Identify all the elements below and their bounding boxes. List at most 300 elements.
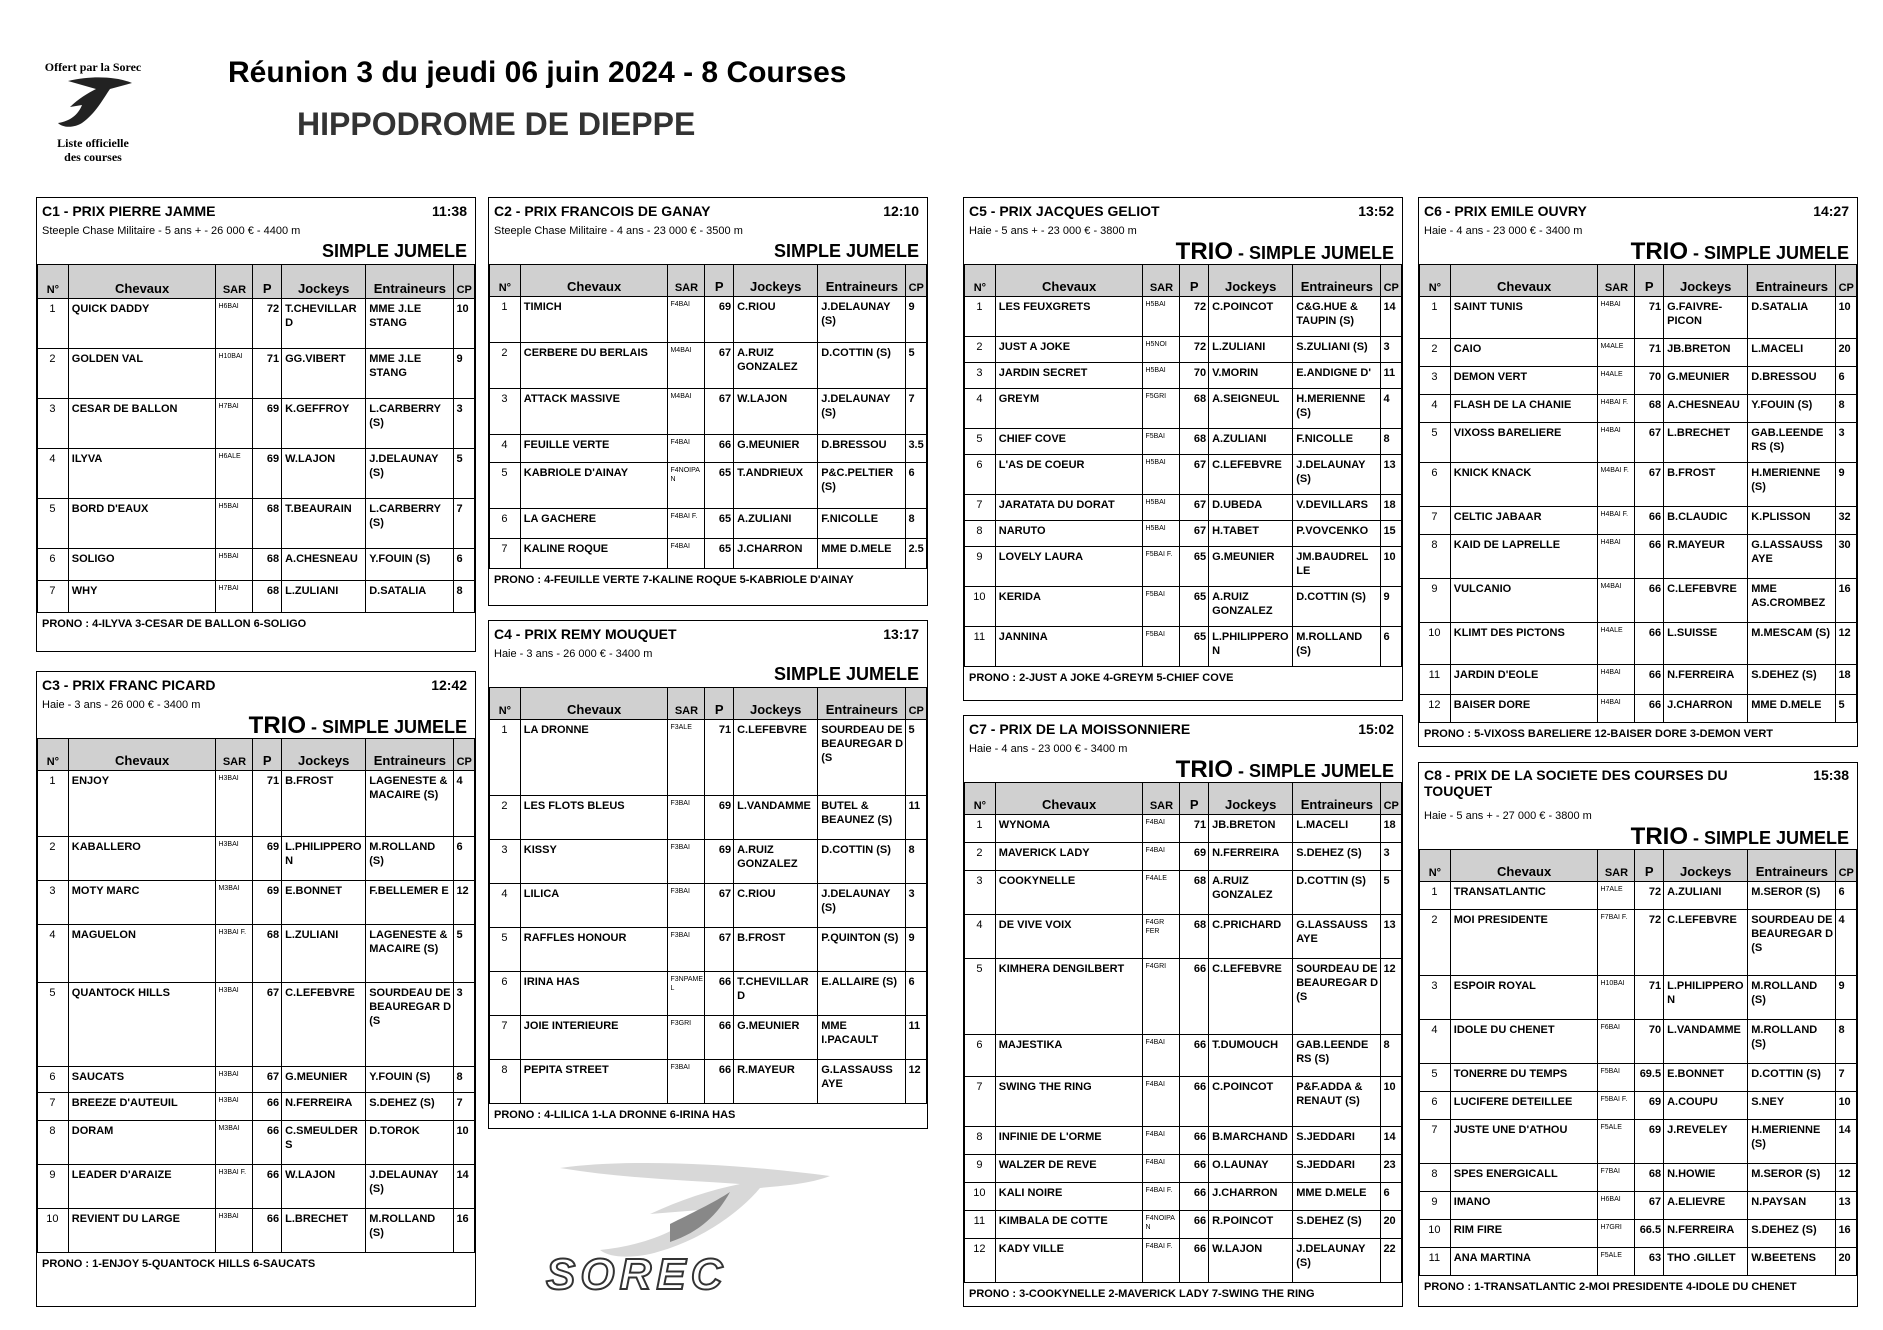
jockey: B.MARCHAND [1209,1127,1293,1155]
runner-number: 7 [490,1016,521,1060]
race-block-c8 [1418,762,1858,1307]
trainer: MME D.MELE [818,539,906,569]
col-number: N° [1420,265,1451,297]
sar-code: F5BAI [1143,627,1180,667]
weight: 66 [705,435,734,463]
race-block-c6 [1418,197,1858,747]
trainer: M.ROLLAND (S) [1748,1020,1836,1064]
jockey: A.ZULIANI [1209,429,1293,455]
jockey: C.LEFEBVRE [1209,455,1293,495]
col-jockeys: Jockeys [734,688,818,720]
horse-name: BREEZE D'AUTEUIL [68,1093,216,1121]
trainer: J.DELAUNAY (S) [818,389,906,435]
cp-value: 13 [1381,455,1402,495]
cp-value: 7 [906,389,927,435]
sar-code: M4BAI F. [1598,463,1635,507]
cp-value: 23 [1381,1155,1402,1183]
jockey: H.TABET [1209,521,1293,547]
horse-name: TRANSATLANTIC [1450,882,1598,910]
horse-name: FLASH DE LA CHANIE [1450,395,1598,423]
jockey: L.BRECHET [1664,423,1748,463]
sar-code: F5GRI [1143,389,1180,429]
trainer: L.MACELI [1293,815,1381,843]
trainer: JM.BAUDREL LE [1293,547,1381,587]
trainer: F.BELLEMER E [366,881,454,925]
jockey: T.DUMOUCH [1209,1035,1293,1077]
sar-code: H6ALE [216,449,253,499]
table-row [490,720,927,796]
race-header [489,198,927,222]
cp-value: 12 [1836,623,1857,665]
trainer: Y.FOUIN (S) [366,549,454,581]
weight: 67 [1635,1192,1664,1220]
col-trainers: Entraineurs [1293,265,1381,297]
race-conditions: Haie - 4 ans - 23 000 € - 3400 m [1424,225,1583,237]
runner-number: 4 [965,389,996,429]
table-row [965,297,1402,337]
race-conditions: Haie - 5 ans + - 23 000 € - 3800 m [969,225,1137,237]
col-weight: P [705,265,734,297]
cp-value: 10 [1836,1092,1857,1120]
col-sar: SAR [668,265,705,297]
jockey: C.POINCOT [1209,1077,1293,1127]
cp-value: 6 [1836,367,1857,395]
prono: PRONO : 1-TRANSATLANTIC 2-MOI PRESIDENTE 4-IDOLE DU CHENET [1424,1281,1797,1293]
horse-name: MOTY MARC [68,881,216,925]
table-row [38,349,475,399]
table-header-row [965,265,1402,297]
horse-name: LA GACHERE [520,509,668,539]
jockey: N.HOWIE [1664,1164,1748,1192]
table-row [965,389,1402,429]
col-weight: P [1635,265,1664,297]
table-row [965,627,1402,667]
horse-name: COOKYNELLE [995,871,1143,915]
trainer: P&C.PELTIER (S) [818,463,906,509]
cp-value: 4 [454,771,475,837]
weight: 65 [705,463,734,509]
col-cp: CP [906,265,927,297]
runner-number: 2 [38,837,69,881]
trainer: SOURDEAU DE BEAUREGAR D (S [1748,910,1836,976]
horse-name: INFINIE DE L'ORME [995,1127,1143,1155]
horse-name: JANNINA [995,627,1143,667]
race-title: C1 - PRIX PIERRE JAMME [42,203,216,219]
sar-code: H4BAI [1598,695,1635,723]
table-row [38,771,475,837]
trainer: LAGENESTE & MACAIRE (S) [366,771,454,837]
table-row [490,297,927,343]
trainer: L.CARBERRY (S) [366,399,454,449]
sar-code: H3BAI [216,1209,253,1253]
jockey: C.LEFEBVRE [1664,910,1748,976]
sar-code: H6BAI [1598,1192,1635,1220]
table-row [490,1016,927,1060]
bet-simple-jumele-label: - SIMPLE JUMELE [305,717,467,737]
sar-code: H4BAI [1598,423,1635,463]
table-row [38,1209,475,1253]
table-row [1420,1164,1857,1192]
weight: 66 [1180,1239,1209,1283]
table-row [490,463,927,509]
horse-name: CELTIC JABAAR [1450,507,1598,535]
jockey: B.CLAUDIC [1664,507,1748,535]
jockey: B.FROST [734,928,818,972]
horse-name: CERBERE DU BERLAIS [520,343,668,389]
horse-name: PEPITA STREET [520,1060,668,1104]
weight: 72 [1635,910,1664,976]
trainer: J.DELAUNAY (S) [366,1165,454,1209]
jockey: A.COUPU [1664,1092,1748,1120]
jockey: L.PHILIPPERO N [1664,976,1748,1020]
table-row [965,587,1402,627]
race-conditions: Haie - 3 ans - 26 000 € - 3400 m [42,699,201,711]
horse-name: MAGUELON [68,925,216,983]
table-row [38,881,475,925]
bet-trio-label: TRIO [1630,823,1688,850]
sar-code: M4BAI [668,343,705,389]
jockey: THO .GILLET [1664,1248,1748,1276]
bet-types [489,662,927,687]
cp-value: 3 [454,983,475,1067]
jockey: B.FROST [1664,463,1748,507]
runner-number: 7 [965,1077,996,1127]
trainer: D.COTTIN (S) [818,343,906,389]
runner-number: 5 [1420,423,1451,463]
col-number: N° [38,265,69,299]
sar-code: H10BAI [216,349,253,399]
horse-name: JARDIN D'EOLE [1450,665,1598,695]
sar-code: F4BAI [668,435,705,463]
runner-number: 3 [1420,976,1451,1020]
cp-value: 3 [1381,843,1402,871]
trainer: M.SEROR (S) [1748,882,1836,910]
horse-name: CHIEF COVE [995,429,1143,455]
runner-number: 5 [38,499,69,549]
weight: 67 [1635,423,1664,463]
jockey: D.UBEDA [1209,495,1293,521]
cp-value: 9 [906,297,927,343]
col-horses: Chevaux [520,688,668,720]
horse-name: QUANTOCK HILLS [68,983,216,1067]
weight: 65 [705,539,734,569]
horse-name: RIM FIRE [1450,1220,1598,1248]
trainer: J.DELAUNAY (S) [818,884,906,928]
sorec-logo [26,56,160,174]
table-row [965,455,1402,495]
runner-number: 8 [965,521,996,547]
jockey: G.MEUNIER [1664,367,1748,395]
bet-trio-label: TRIO [1175,238,1233,265]
table-row [965,429,1402,455]
table-row [490,928,927,972]
runner-number: 1 [38,771,69,837]
runner-number: 1 [965,815,996,843]
race-header [1419,763,1857,807]
sar-code: M4BAI [1598,579,1635,623]
runner-number: 11 [1420,665,1451,695]
sar-code: F3GRI [668,1016,705,1060]
runner-number: 10 [38,1209,69,1253]
trainer: L.MACELI [1748,339,1836,367]
weight: 72 [1635,882,1664,910]
runner-number: 3 [38,399,69,449]
runner-number: 5 [965,959,996,1035]
cp-value: 6 [454,549,475,581]
sar-code: F4BAI F. [668,509,705,539]
weight: 66 [1180,959,1209,1035]
weight: 71 [253,771,282,837]
cp-value: 30 [1836,535,1857,579]
sar-code: H4BAI F. [1598,507,1635,535]
cp-value: 14 [1381,1127,1402,1155]
sar-code: H7ALE [1598,882,1635,910]
weight: 66 [1180,1155,1209,1183]
table-row [965,337,1402,363]
trainer: H.MERIENNE (S) [1748,1120,1836,1164]
runner-number: 10 [1420,623,1451,665]
weight: 66 [1180,1035,1209,1077]
runner-number: 7 [1420,1120,1451,1164]
cp-value: 11 [906,1016,927,1060]
horse-name: JUSTE UNE D'ATHOU [1450,1120,1598,1164]
horse-name: ATTACK MASSIVE [520,389,668,435]
runner-number: 5 [490,463,521,509]
runner-number: 2 [965,337,996,363]
horse-name: MAVERICK LADY [995,843,1143,871]
prono: PRONO : 4-FEUILLE VERTE 7-KALINE ROQUE 5-KABRIOLE D'AINAY [494,574,854,586]
horse-name: WALZER DE REVE [995,1155,1143,1183]
cp-value: 14 [1381,297,1402,337]
runners-table [964,782,1402,1283]
table-header-row [490,265,927,297]
weight: 66 [253,1209,282,1253]
weight: 69 [253,449,282,499]
weight: 68 [253,549,282,581]
horse-name: KERIDA [995,587,1143,627]
runner-number: 11 [965,627,996,667]
sar-code: H4BAI [1598,297,1635,339]
jockey: W.LAJON [734,389,818,435]
horse-name: LES FEUXGRETS [995,297,1143,337]
weight: 67 [253,1067,282,1093]
cp-value: 6 [454,837,475,881]
col-cp: CP [454,265,475,299]
race-time: 14:27 [1813,203,1849,219]
cp-value: 11 [906,796,927,840]
table-header-row [38,739,475,771]
cp-value: 10 [454,299,475,349]
cp-value: 8 [1381,1035,1402,1077]
runner-number: 2 [965,843,996,871]
sar-code: F5BAI [1598,1064,1635,1092]
runner-number: 6 [38,1067,69,1093]
trainer: P.VOVCENKO [1293,521,1381,547]
jockey: G.MEUNIER [282,1067,366,1093]
col-horses: Chevaux [995,265,1143,297]
col-weight: P [705,688,734,720]
col-number: N° [1420,850,1451,882]
runners-table [37,264,475,613]
weight: 71 [1635,339,1664,367]
race-header [964,198,1402,222]
cp-value: 7 [454,1093,475,1121]
runner-number: 1 [490,297,521,343]
table-header-row [965,783,1402,815]
race-header [1419,198,1857,222]
cp-value: 8 [454,581,475,613]
runner-number: 11 [965,1211,996,1239]
trainer: D.COTTIN (S) [1293,587,1381,627]
runners-table [489,264,927,569]
trainer: D.SATALIA [1748,297,1836,339]
cp-value: 20 [1836,1248,1857,1276]
trainer: J.DELAUNAY (S) [1293,1239,1381,1283]
race-block-c4 [488,620,928,1129]
jockey: N.FERREIRA [1209,843,1293,871]
horse-name: KNICK KNACK [1450,463,1598,507]
jockey: E.BONNET [282,881,366,925]
jockey: A.RUIZ GONZALEZ [1209,587,1293,627]
runner-number: 2 [1420,339,1451,367]
cp-value: 3 [454,399,475,449]
runner-number: 8 [1420,535,1451,579]
cp-value: 18 [1381,815,1402,843]
prono: PRONO : 3-COOKYNELLE 2-MAVERICK LADY 7-SWING THE RING [969,1288,1315,1300]
col-number: N° [965,265,996,297]
jockey: L.BRECHET [282,1209,366,1253]
weight: 66 [705,972,734,1016]
sar-code: F4BAI [668,297,705,343]
horse-name: SPES ENERGICALL [1450,1164,1598,1192]
horse-name: DORAM [68,1121,216,1165]
table-row [965,1183,1402,1211]
sar-code: H3BAI [216,1067,253,1093]
table-row [38,549,475,581]
jockey: C.POINCOT [1209,297,1293,337]
cp-value: 32 [1836,507,1857,535]
table-row [490,389,927,435]
runner-number: 2 [38,349,69,399]
jockey: J.CHARRON [1209,1183,1293,1211]
horse-name: KADY VILLE [995,1239,1143,1283]
runner-number: 5 [38,983,69,1067]
jockey: W.LAJON [282,1165,366,1209]
weight: 71 [1635,297,1664,339]
table-row [1420,535,1857,579]
col-jockeys: Jockeys [1209,783,1293,815]
trainer: GAB.LEENDE RS (S) [1748,423,1836,463]
weight: 67 [1180,495,1209,521]
jockey: V.MORIN [1209,363,1293,389]
weight: 69 [1635,1120,1664,1164]
sar-code: F3ALE [668,720,705,796]
sar-code: H3BAI F. [216,1165,253,1209]
table-row [965,495,1402,521]
runner-number: 7 [490,539,521,569]
trainer: MME J.LE STANG [366,349,454,399]
table-row [965,1127,1402,1155]
horse-jockey-logo-icon [48,75,138,131]
race-block-c1 [36,197,476,652]
table-row [490,509,927,539]
horse-name: LEADER D'ARAIZE [68,1165,216,1209]
race-conditions: Steeple Chase Militaire - 4 ans - 23 000 € - 3500 m [494,225,743,237]
col-jockeys: Jockeys [1664,850,1748,882]
sar-code: H4BAI [1598,665,1635,695]
weight: 68 [253,581,282,613]
runner-number: 6 [490,972,521,1016]
weight: 66.5 [1635,1220,1664,1248]
sar-code: M4ALE [1598,339,1635,367]
trainer: M.ROLLAND (S) [366,1209,454,1253]
horse-name: DE VIVE VOIX [995,915,1143,959]
table-header-row [38,265,475,299]
table-row [1420,1220,1857,1248]
runner-number: 12 [1420,695,1451,723]
bet-types [37,239,475,264]
trainer: D.COTTIN (S) [818,840,906,884]
cp-value: 3 [1836,423,1857,463]
trainer: S.DEHEZ (S) [366,1093,454,1121]
weight: 69.5 [1635,1064,1664,1092]
cp-value: 10 [454,1121,475,1165]
runner-number: 8 [1420,1164,1451,1192]
jockey: T.ANDRIEUX [734,463,818,509]
cp-value: 9 [1381,587,1402,627]
col-sar: SAR [1143,265,1180,297]
cp-value: 14 [1836,1120,1857,1164]
runner-number: 6 [490,509,521,539]
table-header-row [490,688,927,720]
jockey: A.RUIZ GONZALEZ [734,840,818,884]
sar-code: F4BAI [1143,815,1180,843]
table-row [38,299,475,349]
runner-number: 8 [38,1121,69,1165]
trainer: S.DEHEZ (S) [1293,843,1381,871]
jockey: A.ELIEVRE [1664,1192,1748,1220]
sar-code: H4ALE [1598,367,1635,395]
trainer: MME AS.CROMBEZ [1748,579,1836,623]
jockey: O.LAUNAY [1209,1155,1293,1183]
weight: 68 [253,925,282,983]
sar-code: F3BAI [668,840,705,884]
prono: PRONO : 4-ILYVA 3-CESAR DE BALLON 6-SOLIGO [42,618,307,630]
table-row [38,1121,475,1165]
cp-value: 16 [454,1209,475,1253]
trainer: S.DEHEZ (S) [1748,665,1836,695]
jockey: G.FAIVRE-PICON [1664,297,1748,339]
runner-number: 9 [38,1165,69,1209]
race-header [489,621,927,645]
sar-code: F4NOIPA N [1143,1211,1180,1239]
jockey: J.REVELEY [1664,1120,1748,1164]
sar-code: F5BAI [1143,587,1180,627]
runner-number: 6 [1420,463,1451,507]
trainer: MME J.LE STANG [366,299,454,349]
table-row [490,1060,927,1104]
weight: 69 [253,399,282,449]
jockey: GG.VIBERT [282,349,366,399]
runner-number: 3 [965,871,996,915]
trainer: J.DELAUNAY (S) [818,297,906,343]
trainer: M.ROLLAND (S) [1748,976,1836,1020]
jockey: N.FERREIRA [282,1093,366,1121]
runner-number: 4 [490,884,521,928]
table-row [490,539,927,569]
col-horses: Chevaux [995,783,1143,815]
cp-value: 10 [1381,547,1402,587]
